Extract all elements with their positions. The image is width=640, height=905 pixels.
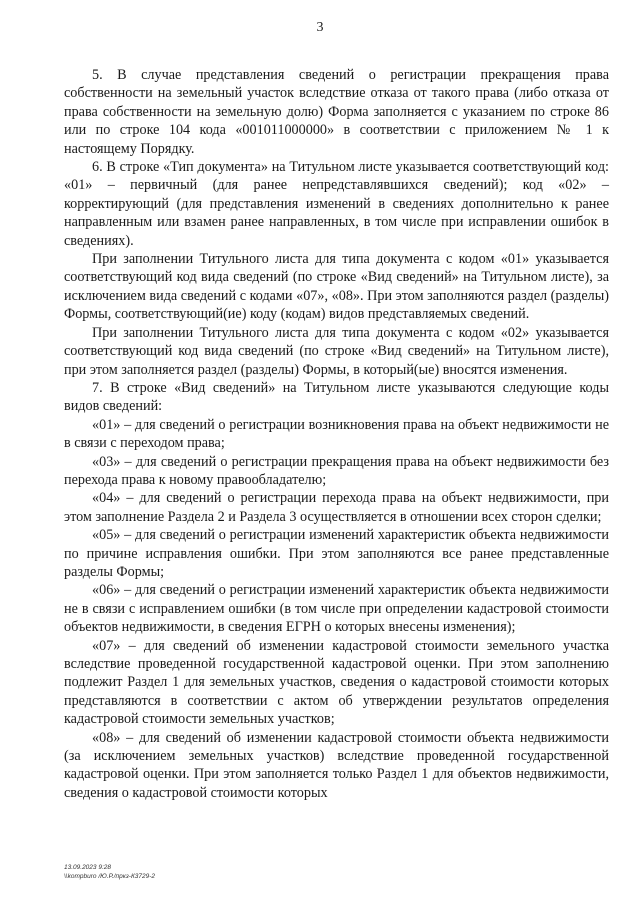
paragraph-item-7: 7. В строке «Вид сведений» на Титульном листе указываются следующие коды видов сведений: <box>64 379 609 415</box>
list-item-code-04: «04» – для сведений о регистрации перехода права на объект недвижимости, при этом заполнение Раздела 2 и Раздела 3 осуществляется в отношении всех сторон сделки; <box>64 490 609 525</box>
footer-date: 13.09.2023 9:28 <box>64 864 111 871</box>
footer-stamp <box>64 863 155 881</box>
list-item-code-08: «08» – для сведений об изменении кадастровой стоимости объекта недвижимости (за исключением земельных участков) вследствие проведенной государственной кадастровой оценки. При этом заполняется только Раздел 1 для объектов недвижимости, сведения о кадастровой стоимости которых <box>64 729 609 801</box>
list-item-code-07: «07» – для сведений об изменении кадастровой стоимости земельного участка вследствие проведенной государственной кадастровой оценки. При этом заполнению подлежит Раздел 1 для земельных участков, сведения о кадастровой стоимости которых представляются в соответствии с актом об утверждении результатов определения кадастровой стоимости земельных участков; <box>64 637 609 728</box>
list-item-code-03: «03» – для сведений о регистрации прекращения права на объект недвижимости без перехода права к новому правообладателю; <box>64 453 609 488</box>
paragraph-code-01-fill: При заполнении Титульного листа для типа документа с кодом «01» указывается соответствующий код вида сведений (по строке «Вид сведений» на Титульном листе), за исключением вида сведений с кодами «07», «08». При этом заполняются раздел (разделы) Формы, соответствующий(ие) коду (кодам) видов представляемых сведений. <box>64 251 609 323</box>
list-item-code-01: «01» – для сведений о регистрации возникновения права на объект недвижимости не в связи с переходом права; <box>64 416 609 452</box>
list-item-code-06: «06» – для сведений о регистрации изменений характеристик объекта недвижимости не в связи с исправлением ошибки (в том числе при определении кадастровой стоимости объектов недвижимости, в сведения ЕГРН о которых внесены изменения); <box>64 582 609 636</box>
paragraph-code-02-fill: При заполнении Титульного листа для типа документа с кодом «02» указывается соответствующий код вида сведений (по строке «Вид сведений» на Титульном листе), при этом заполняется раздел (разделы) Формы, в который(ые) вносятся изменения. <box>64 324 609 378</box>
list-item-code-05: «05» – для сведений о регистрации изменений характеристик объекта недвижимости по причине исправления ошибки. При этом заполняются все ранее представленные разделы Формы; <box>64 527 609 580</box>
paragraph-item-5: 5. В случае представления сведений о регистрации прекращения права собственности на земельный участок вследствие отказа от такого права (либо отказа от права собственности на земельную долю) Форма заполняется с указанием по строке 86 или по строке 104 кода «001011000000» в соответствии с приложением № 1 к настоящему Порядку. <box>64 67 609 157</box>
paragraph-item-6: 6. В строке «Тип документа» на Титульном листе указывается соответствующий код: «01» – первичный (для ранее непредставлявшихся сведений); код «02» – корректирующий (для представления изменений в сведениях дополнительно к ранее направленным или взамен ранее направленных, в том числе при исправлении ошибок в сведениях). <box>64 159 609 249</box>
page-number: 3 <box>316 20 324 35</box>
footer-file-path: \\kompburo /Ю.Р./пркз-К3729-2 <box>64 873 156 880</box>
document-body <box>64 66 609 802</box>
